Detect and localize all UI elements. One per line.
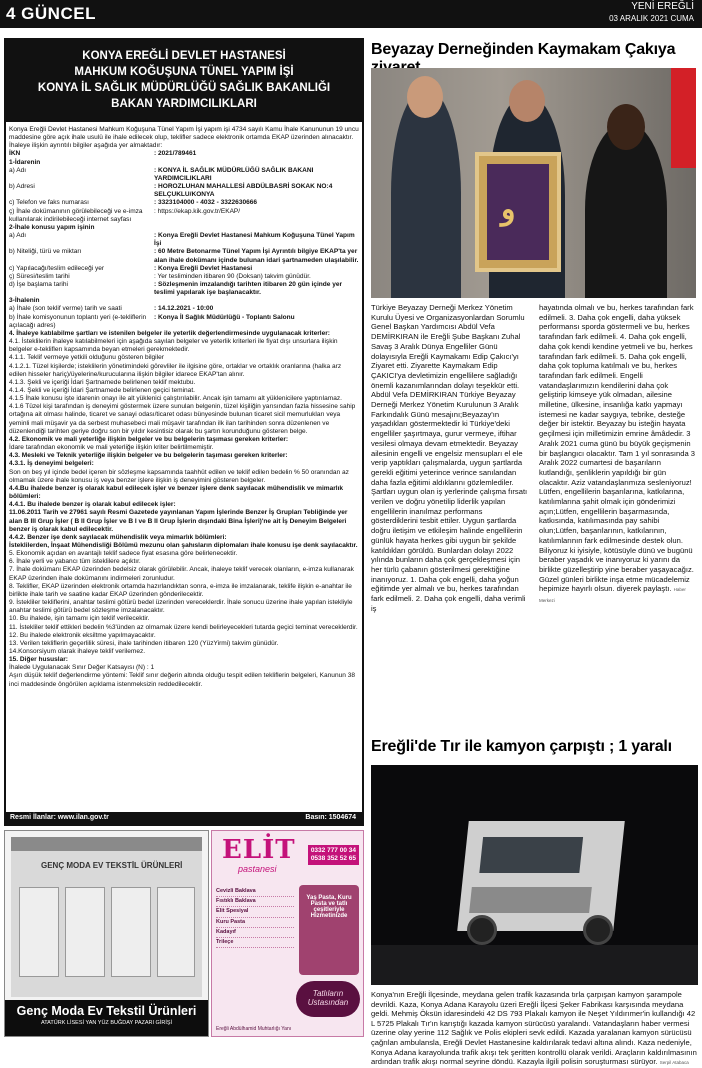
story2-credit: Serpil Atabaca [659,1060,689,1066]
tender-body: Konya Ereğli Devlet Hastanesi Mahkum Koğuşuna Tünel Yapım İşi yapım işi 4734 sayılı Kamu İhale Kanununun 19 uncu maddesine göre açık ihale usulü ile ihale edilecek olup, teklifler sadece elektronik ortamda EKAP üzerinden alınacaktır. İhaleye ilişkin ayrıntılı bilgiler aşağıda yer almaktadır: İKN : 2021/789461 1-İdarenin a) Adı : KONYA İL SAĞLIK MÜDÜRLÜĞÜ SAĞLIK BAKANI YARDIMCILIKLARI b) Adresi : HOROZLUHAN MAHALLESİ ABDÜLBASRİ SOKAK NO:4 SELÇUKLU/KONYA c) Telefon ve faks numarası : 3323104000 - 4032 - 3322630666 ç) İhale dokümanının görülebileceği ve e-imza kullanılarak indirilebileceği internet sayfası : https://ekap.kik.gov.tr/EKAP/ 2-İhale konusu yapım işinin a) Adı : Konya Ereğli Devlet Hastanesi Mahkum Koğuşuna Tünel Yapım İşi b) Niteliği, türü ve miktarı : 60 Metre Betonarme Tünel Yapım İşi Ayrıntılı bilgiye EKAP'ta yer alan ihale dokümanı içinde bulunan idari şartnameden ulaşılabilir. c) Yapılacağı/teslim edileceği yer : Konya Ereğli Devlet Hastanesi ç) Süresi/teslim tarihi : Yer tesliminden itibaren 90 (Doksan) takvim günüdür. d) İşe başlama tarihi : Sözleşmenin imzalandığı tarihten itibaren 20 gün içinde yer teslimi yapılarak işe başlanacaktır. 3-İhalenin a) İhale (son teklif verme) tarih ve saati : 14.12.2021 - 10:00 b) İhale komisyonunun toplantı yeri (e-tekliflerin açılacağı adres) : Konya İl Sağlık Müdürlüğü - Toplantı Salonu 4. İhaleye katılabilme şartları ve istenilen belgeler ile yeterlik değerlendirmesinde uygulanacak kriterler: 4.1. İsteklilerin ihaleye katılabilmeleri için aşağıda sayılan belgeler ve yeterlik kriterleri ile fiyat dışı unsurlara ilişkin belgeler e-tekliflerı kapsamında beyan etmeleri gerekmektedir. 4.1.1. Teklif vermeye yetkili olduğunu gösteren bilgiler 4.1.2.1. Tüzel kişilerde; isteklilerin yönetimindeki görevliler ile ilgisine göre, ortaklar ve ortaklık oranlarına (halka arz edilen hisseler hariç)/üyelerine/kurucularına ilişkin bilgiler idarece EKAP'tan alınır. 4.1.3. Şekli ve içeriği İdari Şartnamede belirlenen teklif mektubu. 4.1.4. Şekli ve içeriği İdari Şartnamede belirlenen geçici teminat. 4.1.5 İhale konusu işte idarenin onayı ile alt yüklenici çalıştırılabilir. Ancak işin tamamı alt yüklenicilere yaptırılamaz. 4.1.6 Tüzel kişi tarafından iş deneyimi göstermek üzere sunulan belgenin, tüzel kişiliğin yarısından fazla hissesine sahip ortağına ait olması halinde, ticaret ve sanayi odası/ticaret odası bünyesinde bulunan ticaret sicil memurlukları veya yeminli mali müşavir ya da serbest muhasebeci mali müşavir tarafından ilk ilan tarihinden sonra düzenlenen ve düzenlendiği tarihten geriye doğru son bir yıldır kesintisiz olarak bu şartın korunduğunu gösteren belge. 4.2. Ekonomik ve mali yeterliğe ilişkin belgeler ve bu belgelerin taşıması gereken kriterler: İdare tarafından ekonomik ve mali yeterliğe ilişkin kriter belirtilmemiştir. 4.3. Mesleki ve Teknik yeterliğe ilişkin belgeler ve bu belgelerin taşıması gereken kriterler: 4.3.1. İş deneyimi belgeleri: Son on beş yıl içinde bedel içeren bir sözleşme kapsamında taahhüt edilen ve teklif edilen bedelin % 50 oranından az olmamak üzere ihale konusu iş veya benzer işlere ilişkin iş deneyimini gösteren belgeler. 4.4.Bu ihalede benzer iş olarak kabul edilecek işler ve benzer işlere denk sayılacak mühendislik ve mimarlık bölümleri: 4.4.1. Bu ihalede benzer iş olarak kabul edilecek işler: 11.06.2011 Tarih ve 27961 sayılı Resmi Gazetede yayınlanan Yapım İşlerinde Benzer İş Grupları Tebliğinde yer alan B III Grup İşler ( B II Grup İşler ve B I ve B II Grup İşlerin dışındaki Bina İşleri)'ne ait İş Deneyim Belgeleri benzer iş olarak kabul edilecektir. 4.4.2. Benzer işe denk sayılacak mühendislik veya mimarlık bölümleri: İsteklilerden, İnşaat Mühendisliği Bölümü mezunu olan şahısların diplomaları ihale konusu işe denk sayılacaktır. 5. Ekonomik açıdan en avantajlı teklif sadece fiyat esasına göre belirlenecektir. 6. İhale yerli ve yabancı tüm isteklilere açıktır. 7. İhale dokümanı EKAP üzerinden bedelsiz olarak görülebilir. Ancak, ihaleye teklif verecek olanların, e-imza kullanarak EKAP üzerinden ihale dokümanını indirmeleri zorunludur. 8. Teklifler, EKAP üzerinden elektronik ortamda hazırlandıktan sonra, e-imza ile imzalanarak, teklife ilişkin e-anahtar ile birlikte ihale tarih ve saatine kadar EKAP üzerinden gönderilecektir. 9. İstekliler tekliflerini, anahtar teslimi götürü bedel üzerinden vereceklerdir. İhale sonucu üzerine ihale yapılan istekliyle anahtar teslimi götürü bedel sözleşme imzalanacaktır. 10. Bu ihalede, işin tamamı için teklif verilecektir. 11. İstekliler teklif ettikleri bedelin %3'ünden az olmamak üzere kendi belirleyecekleri tutarda geçici teminat vereceklerdir. 12. Bu ihalede elektronik eksiltme yapılmayacaktır. 13. Verilen tekliflerin geçerlilik süresi, ihale tarihinden itibaren 120 (YüzYirmi) takvim günüdür. 14.Konsorsiyum olarak ihaleye teklif verilemez. 15. Diğer hususlar: İhalede Uygulanacak Sınır Değer Katsayısı (N) : 1 Aşırı düşük teklif değerlendirme yöntemi: Teklif sınır değerin altında olduğu tespit edilen tekliflerin belgeleri, Kanunun 38 inci maddesinde öngörülen açıklama istenmeksizin reddedilecektir. [9,126,359,688]
story2-caption: Konya'nın Ereğli İlçesinde, meydana gelen trafik kazasında tırla çarpışan kamyon şarampole devrildi. Kaza, Konya Adana Karayolu üzeri Ereğli İlçesi Şeker Fabrikası karşısında meydana geldi. Mehmiş Öksün idaresindeki 42 DS 793 Plakalı kamyon ile Neşet Yıldırımer'in kullandığı 42 L 5725 Plakalı Tır'ın karıştığı kazada kamyon sürücüsü yaralandı. Vatandaşların haber vermesi üzerine olay yerine 112 Sağlık ve Polis ekipleri sevk edildi. Kazada yaralanan kamyon sürücüsü çağrılan ambulansla, Ereğli Devlet Hastanesine kaldırılarak tedavi altına alındı. Kaza nedeniyle, Konya Adana karayolunda trafik akışı tek şeritten kontrollü olarak verildi. Araçların kaldırılmasının ardından trafik akışı normal seyrine döndü. Kazayla ilgili polisin soruşturması sürüyor. Serpil Atabaca [371,990,697,1067]
tender-title: KONYA EREĞLİ DEVLET HASTANESİ MAHKUM KOĞUŞUNA TÜNEL YAPIM İŞİ KONYA İL SAĞLIK MÜDÜRLÜĞÜ SAĞLIK BAKANLIĞI BAKAN YARDIMCILIKLARI [6,40,362,122]
elit-pastanesi-advert [211,830,364,1037]
official-ads-link[interactable]: Resmi İlanlar: www.ilan.gov.tr [10,814,109,821]
menu-item: Kadayıf [216,928,294,938]
tender-announcement [4,38,364,826]
elit-promo: Yaş Pasta, Kuru Pasta ve tatlı çeşitleriyle Hizmetinizde [299,885,359,975]
elit-slogan: Tatlıların Ustasından [296,981,360,1017]
story2-photo [371,765,698,985]
tender-footer [6,812,362,824]
story2-headline: Ereğli'de Tır ile kamyon çarpıştı ; 1 yaralı [371,738,672,755]
story1-column-1: Türkiye Beyazay Derneği Merkez Yönetim Kurulu Üyesi ve Organizasyonlardan Sorumlu Genel Başkan Yardımcısı Abdül Vefa DEMİRKIRAN ile Ereğli Şube Başkanı Zuhal Savaş 3 Aralık Dünya Engelliler Günü dolayısıyla Ereğli Kaymakamı Edip Çakıcı'yı Ziyaret etti. Ziyarette Kaymakam Edip ÇAKICI'ya devletimizin engellilere sağladığı önemli kazanımlarından dolayı teşekkür etti. Abdül Vefa DEMİRKIRAN Türkiye Beyazay Derneği Merkez Yönetim Kurulunun 3 Aralık Farkındalık Günü mesajını;Beyazay'ın yaşadıkları göstermektedir ki Türkiye'deki engelliler şaşırtmaya, gurur vermeye, iftihar vesilesi olmaya devam etmektedir. Beyazay ailesinin engelli ve engelsiz mensupları el ele verip yaptıkları çalışmalarda, uygun şartlarda gerekli eğitimi yeterince verince sanılandan daha fazla eğitimi aldıklarını gözlemlediler. Şartları uygun olan iş yerlerinde çalışma fırsatı verilen ve doğru yönetilip liderlik yapılan engellilerin inanılmaz performans gösterdiklerini tesbit ettiler. Uygun şartlarda doğru iletişim ve etkileşim halinde engellilerin günlük hayata herkes gibi uygun bir şekilde katıldıkları görüldü. Bunlardan dolayı 2022 yılında bunların daha çok gerçekleşmesi için her türlü çabanın gösterilmesi gerektiğine inanıyoruz. 1. Daha çok engelli, daha yoğun eğitimde yer almalı ve bu, herkes tarafından fark edilmeli. 2. Daha çok engelli, daha verimli iş [371,303,528,613]
issue-date: 03 ARALIK 2021 CUMA [609,14,694,23]
story1-credit: Haber Merkezi [539,587,686,604]
elit-menu [216,887,294,948]
elit-logo: ELİT [222,835,296,865]
elit-phones: 0332 777 00 34 0538 352 52 65 [308,845,359,865]
story1-column-2: hayatında olmalı ve bu, herkes tarafından fark edilmeli. 3. Daha çok engelli, daha yüksek performansı sporda göstermeli ve bu, herkes tarafından fark edilmeli. 4. Daha çok engelli, daha çok kendi kendine yetmeli ve bu, herkes tarafından fark edilmeli. 5. Daha çok engelli, daha çok topluma katılmalı ve bu, herkes tarafından fark edilmeli. Engelli vatandaşlarımızın kendilerini daha çok geliştirip kimseye yük olmadan, ailesine milletine, ülkesine, insanlığa katkı yapmayı istemesi ne kadar saygıya, tebrike, desteğe değer bir istektir. Beyazay bu isteğin hayata geçilmesi için milletimizin emrine âmâdedir. 3 Aralık 2021 cuma günü bu büyük geçişmenin bir başlangıcı olacaktır. Tam 1 yıl sonrasında 3 Aralık 2022 cumartesi de başarıların kutlandığı, şenliklerin yapıldığı bir gün olacaktır. Aziz vatandaşlarımıza sesleniyoruz! Lütfen, engellilerin başarılarına, katkılarına, katılımlarına şahit olmak için gönderimizi açın;Lütfen, engellilerin başarmasında, katkısında, katılımasında pay sahibi olun;Lütfen, başarılarının, katkılarının, katılımlarının fark edilmesinde destek olun. Biliyoruz ki iyisiyle, kötüsüyle dünü ve bugünü beraber yaşadık ve inanıyoruz ki yarını da birlikte güzelleştirip yine beraber yaşayacağız. Güzel günleri birlikte inşa etme mücadelemiz hepimize hayırlı olsun. diyerek paylaştı. Haber Merkezi [539,303,696,604]
gift-frame: و [475,152,561,272]
shop-name: Genç Moda Ev Tekstil Ürünleri [16,1004,197,1018]
genc-moda-advert [4,830,209,1037]
newspaper-brand: YENİ EREĞLİ [631,1,694,12]
story1-photo [371,68,696,298]
press-code: Basın: 1504674 [305,814,356,821]
menu-item: Kuru Pasta [216,918,294,928]
shop-photo [11,837,202,997]
elit-address: Ereğli Abdülhamid Muhtarlığı Yanı [216,1026,292,1032]
menu-item: Fıstıklı Baklava [216,897,294,907]
elit-subtitle: pastanesi [238,864,277,874]
story1-headline: Beyazay Derneğinden Kaymakam Çakıya [371,41,676,58]
turkish-flag-icon [671,68,696,168]
shop-caption [5,1000,208,1036]
shop-sign: GENÇ MODA EV TEKSTİL ÜRÜNLERİ [41,861,183,870]
shop-address: ATATÜRK LİSESİ YAN YÜZ BUĞDAY PAZARI GİRİŞİ [40,1020,173,1026]
menu-item: Trileçe [216,938,294,948]
menu-item: Cevizli Baklava [216,887,294,897]
menu-item: Elit Spesiyal [216,907,294,917]
page-section-title: 4 GÜNCEL [6,4,96,23]
page-header [0,0,702,28]
